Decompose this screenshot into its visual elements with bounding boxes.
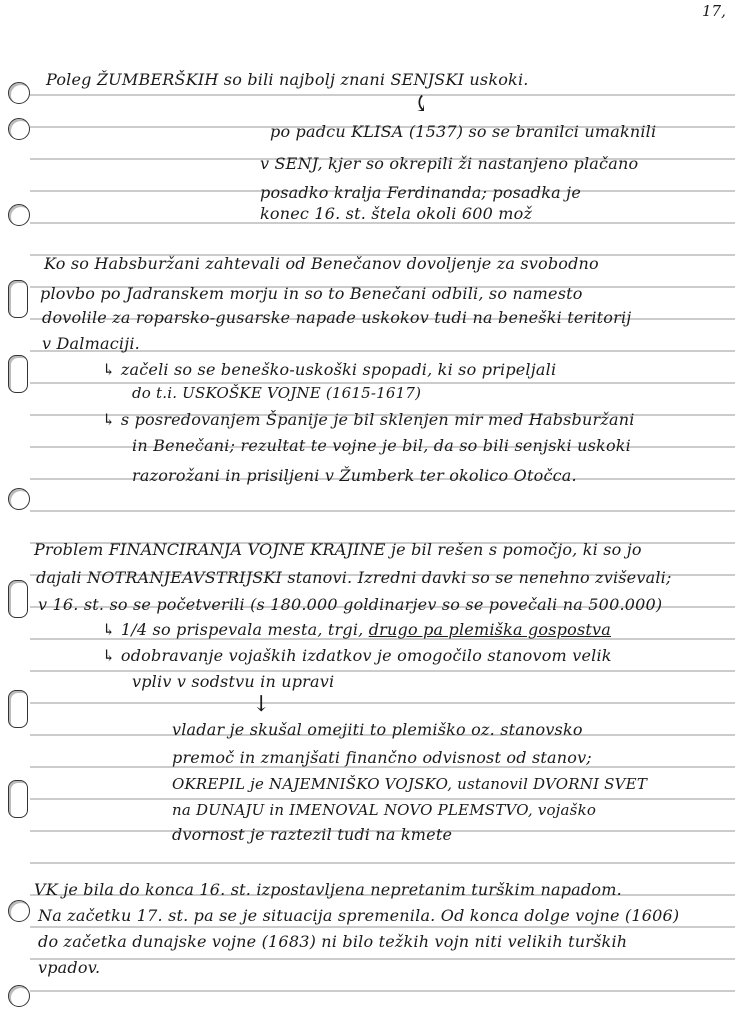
text-line: dvornost je raztezil tudi na kmete xyxy=(172,825,453,844)
text-line: v 16. st. so se početverili (s 180.000 goldinarjev so se povečali na 500.000) xyxy=(38,595,663,614)
text-line: vpliv v sodstvu in upravi xyxy=(132,672,335,691)
text-line: v SENJ, kjer so okrepili ži nastanjeno plačano xyxy=(260,154,639,173)
text-line: vladar je skušal omejiti to plemiško oz. stanovsko xyxy=(172,720,583,739)
text-line: OKREPIL je NAJEMNIŠKO VOJSKO, ustanovil DVORNI SVET xyxy=(172,775,648,793)
down-arrow-icon: ⤹ xyxy=(412,92,431,117)
binder-slot xyxy=(8,280,28,318)
text-line: vpadov. xyxy=(38,958,101,977)
binder-hole xyxy=(8,82,30,104)
text-span: ↳ 1/4 so prispevala mesta, trgi, xyxy=(102,620,369,639)
binder-hole xyxy=(8,204,30,226)
text-line: v Dalmaciji. xyxy=(42,334,140,353)
text-line: na DUNAJU in IMENOVAL NOVO PLEMSTVO, vojaško xyxy=(172,801,597,819)
text-line: in Benečani; rezultat te vojne je bil, da so bili senjski uskoki xyxy=(132,436,631,455)
down-arrow-icon: ↓ xyxy=(252,692,271,717)
text-line: razorožani in prisiljeni v Žumberk ter okolico Otočca. xyxy=(132,466,577,485)
binder-hole xyxy=(8,900,30,922)
text-line: do t.i. USKOŠKE VOJNE (1615-1617) xyxy=(132,384,422,402)
page-number: 17, xyxy=(702,2,726,20)
binder-slot xyxy=(8,780,28,818)
text-line: posadko kralja Ferdinanda; posadka je xyxy=(260,183,581,202)
text-line: po padcu KLISA (1537) so se branilci umaknili xyxy=(270,122,657,141)
binder-hole xyxy=(8,985,30,1007)
text-line: ↳ s posredovanjem Španije je bil sklenjen mir med Habsburžani xyxy=(102,410,635,429)
text-line xyxy=(102,620,611,640)
text-line: dovolile za roparsko-gusarske napade uskokov tudi na beneški teritorij xyxy=(42,308,632,327)
text-line: konec 16. st. štela okoli 600 mož xyxy=(260,204,533,223)
binder-slot xyxy=(8,690,28,728)
binder-hole xyxy=(8,118,30,140)
binder-slot xyxy=(8,355,28,393)
text-line: Problem FINANCIRANJA VOJNE KRAJINE je bil rešen s pomočjo, ki so jo xyxy=(34,540,642,559)
text-line: ↳ začeli so se beneško-uskoški spopadi, ki so pripeljali xyxy=(102,360,557,379)
text-line: ↳ odobravanje vojaških izdatkov je omogočilo stanovom velik xyxy=(102,646,612,665)
text-line: dajali NOTRANJEAVSTRIJSKI stanovi. Izredni davki so se nenehno zviševali; xyxy=(36,568,672,587)
text-line: Na začetku 17. st. pa se je situacija spremenila. Od konca dolge vojne (1606) xyxy=(38,906,680,925)
text-line: Ko so Habsburžani zahtevali od Benečanov dovoljenje za svobodno xyxy=(44,254,599,273)
binder-slot xyxy=(8,580,28,618)
text-line: do začetka dunajske vojne (1683) ni bilo težkih vojn niti velikih turških xyxy=(38,932,628,951)
binder-hole xyxy=(8,488,30,510)
text-line: premoč in zmanjšati finančno odvisnost od stanov; xyxy=(172,748,592,767)
text-line: Poleg ŽUMBERŠKIH so bili najbolj znani SENJSKI uskoki. xyxy=(46,70,529,89)
text-line: VK je bila do konca 16. st. izpostavljena nepretanim turškim napadom. xyxy=(34,880,622,899)
underlined-text: drugo pa plemiška gospostva xyxy=(368,620,611,639)
text-line: plovbo po Jadranskem morju in so to Benečani odbili, so namesto xyxy=(40,284,583,303)
